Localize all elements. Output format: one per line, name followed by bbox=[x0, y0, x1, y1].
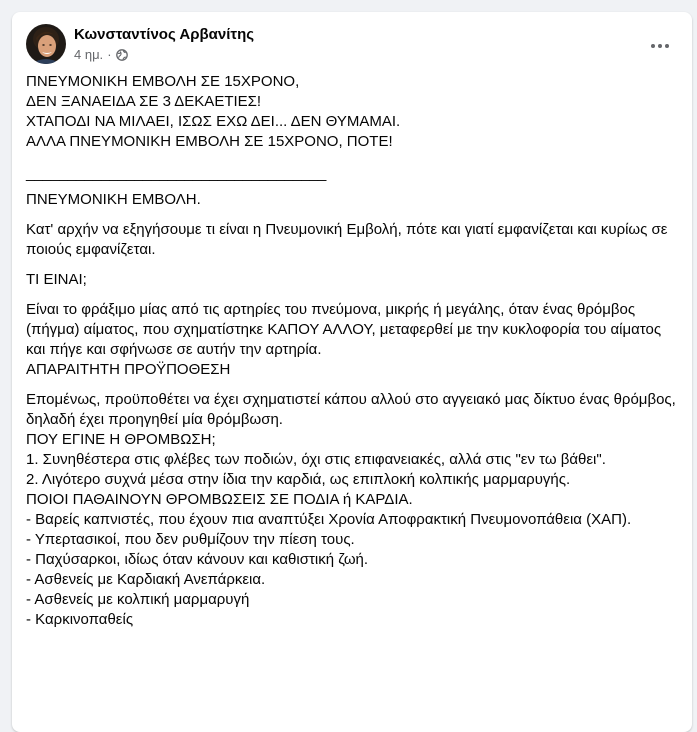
list-item: - Υπερτασικοί, που δεν ρυθμίζουν την πίεση τους. bbox=[26, 531, 355, 548]
intro-line: ΧΤΑΠΟΔΙ ΝΑ ΜΙΛΑΕΙ, ΙΣΩΣ ΕΧΩ ΔΕΙ... ΔΕΝ ΘΥΜΑΜΑΙ. bbox=[26, 113, 401, 130]
section-heading-where: ΠΟΥ ΕΓΙΝΕ Η ΘΡΟΜΒΩΣΗ; bbox=[26, 431, 216, 448]
list-item: 2. Λιγότερο συχνά μέσα στην ίδια την καρδιά, ως επιπλοκή κολπικής μαρμαρυγής. bbox=[26, 471, 571, 488]
avatar-image bbox=[26, 24, 66, 64]
list-item: - Καρκινοπαθείς bbox=[26, 611, 134, 628]
list-item: - Παχύσαρκοι, ιδίως όταν κάνουν και καθιστική ζωή. bbox=[26, 551, 369, 568]
intro-line: ΔΕΝ ΞΑΝΑΕΙΔΑ ΣΕ 3 ΔΕΚΑΕΤΙΕΣ! bbox=[26, 93, 262, 110]
post-subline bbox=[74, 46, 254, 63]
list-item: - Βαρείς καπνιστές, που έχουν πια αναπτύξει Χρονία Αποφρακτική Πνευμονοπάθεια (ΧΑΠ). bbox=[26, 511, 632, 528]
author-name[interactable]: Κωνσταντίνος Αρβανίτης bbox=[74, 26, 255, 43]
post-card bbox=[12, 12, 692, 732]
list-item: - Ασθενείς με κολπική μαρμαρυγή bbox=[26, 591, 250, 608]
intro-block bbox=[26, 72, 676, 152]
more-horizontal-icon bbox=[650, 43, 670, 49]
list-item: 1. Συνηθέστερα στις φλέβες των ποδιών, όχι στις επιφανειακές, αλλά στις "εν τω βάθει". bbox=[26, 451, 606, 468]
post-meta bbox=[74, 25, 254, 63]
section-heading-who: ΠΟΙΟΙ ΠΑΘΑΙΝΟΥΝ ΘΡΟΜΒΩΣΕΙΣ ΣΕ ΠΟΔΙΑ ή ΚΑΡΔΙΑ. bbox=[26, 491, 413, 508]
text-divider: ____________________________________ bbox=[26, 165, 327, 182]
post-body bbox=[26, 72, 676, 630]
paragraph: Επομένως, προϋποθέτει να έχει σχηματιστεί κάπου αλλού στο αγγειακό μας δίκτυο ένας θρόμβος, δηλαδή έχει προηγηθεί μία θρόμβωση. bbox=[26, 391, 676, 428]
intro-line: ΑΛΛΑ ΠΝΕΥΜΟΝΙΚΗ ΕΜΒΟΛΗ ΣΕ 15ΧΡΟΝΟ, ΠΟΤΕ! bbox=[26, 133, 393, 150]
more-options-button[interactable] bbox=[642, 28, 678, 64]
section-heading-what: ΤΙ ΕΙΝΑΙ; bbox=[26, 271, 87, 288]
section-title: ΠΝΕΥΜΟΝΙΚΗ ΕΜΒΟΛΗ. bbox=[26, 191, 201, 208]
post-header bbox=[26, 24, 254, 64]
list-item: - Ασθενείς με Καρδιακή Ανεπάρκεια. bbox=[26, 571, 266, 588]
intro-line: ΠΝΕΥΜΟΝΙΚΗ ΕΜΒΟΛΗ ΣΕ 15ΧΡΟΝΟ, bbox=[26, 73, 300, 90]
paragraph: Κατ' αρχήν να εξηγήσουμε τι είναι η Πνευμονική Εμβολή, πότε και γιατί εμφανίζεται και κυρίως σε ποιούς εμφανίζεται. bbox=[26, 221, 668, 258]
paragraph: Είναι το φράξιμο μίας από τις αρτηρίες του πνεύμονα, μικρής ή μεγάλης, όταν ένας θρόμβος (πήγμα) αίματος, που σχηματίστηκε ΚΑΠΟΥ ΑΛΛΟΥ, μεταφερθεί με την κυκλοφορία του αίματος και πήγε και σφήνωσε σε αυτήν την αρτηρία. bbox=[26, 301, 662, 358]
section-heading-prereq: ΑΠΑΡΑΙΤΗΤΗ ΠΡΟΫΠΟΘΕΣΗ bbox=[26, 361, 231, 378]
avatar[interactable] bbox=[26, 24, 66, 64]
meta-separator: · bbox=[107, 47, 112, 62]
globe-icon[interactable] bbox=[116, 49, 128, 61]
post-timestamp[interactable]: 4 ημ. bbox=[74, 47, 104, 62]
